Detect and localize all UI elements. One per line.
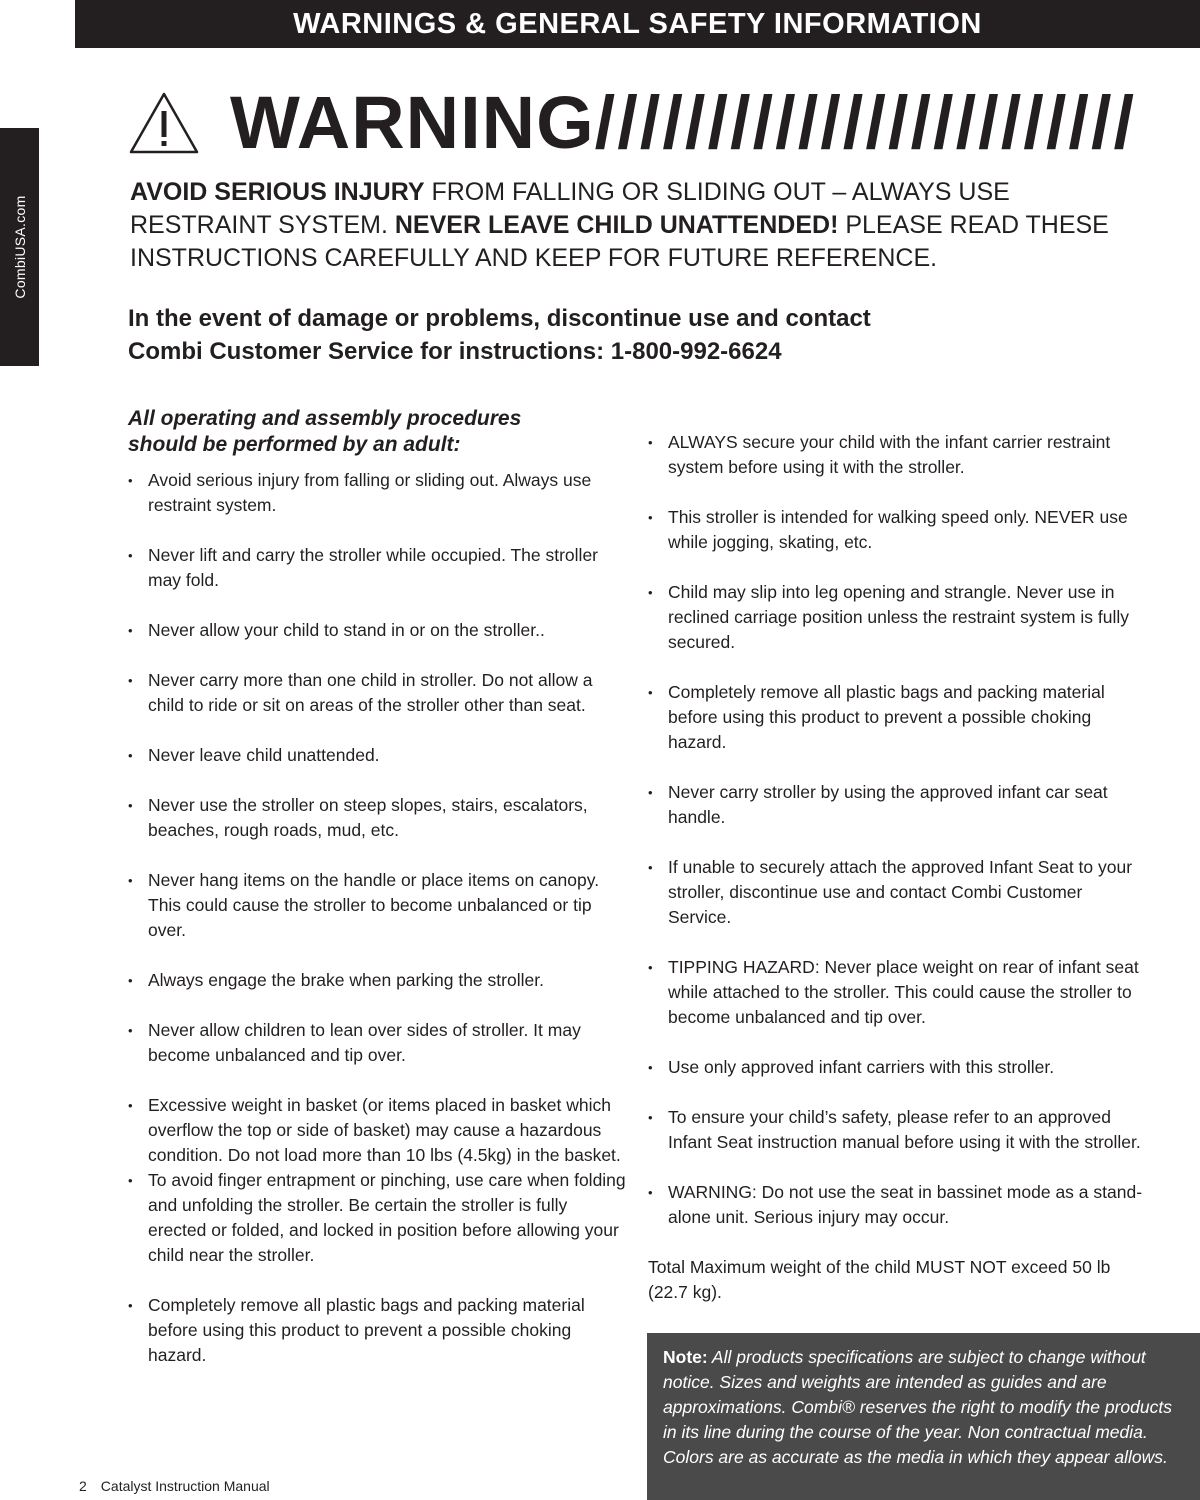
manual-title: Catalyst Instruction Manual — [100, 1478, 270, 1494]
intro-bold-1: AVOID SERIOUS INJURY — [130, 178, 425, 206]
intro-bold-2: NEVER LEAVE CHILD UNATTENDED! — [394, 211, 839, 239]
contact-notice — [128, 302, 1028, 368]
heading-line-1: All operating and assembly procedures — [128, 407, 522, 430]
side-tab-label: CombiUSA.com — [11, 195, 28, 299]
note-text: All products specifications are subject to change without notice. Sizes and weights are intended as guides and are approximations. Combi® reserves the right to modify the products in its line during the course of the year. Non contractual media. Colors are as accurate as the media in which they appear allows. — [663, 1347, 1172, 1467]
list-item: • Use only approved infant carriers with this stroller. — [648, 1055, 1148, 1080]
list-item: • Always engage the brake when parking the stroller. — [128, 968, 628, 993]
list-item: • Never allow children to lean over sides of stroller. It may become unbalanced and tip over. — [128, 1018, 628, 1068]
note-label: Note: — [663, 1347, 708, 1367]
list-item: • Never carry stroller by using the approved infant car seat handle. — [648, 780, 1148, 830]
list-item: • WARNING: Do not use the seat in bassinet mode as a stand-alone unit. Serious injury may occur. — [648, 1180, 1148, 1230]
list-item: • Child may slip into leg opening and strangle. Never use in reclined carriage position unless the restraint system is fully secured. — [648, 580, 1148, 655]
list-item: • Completely remove all plastic bags and packing material before using this product to prevent a possible choking hazard. — [648, 680, 1148, 755]
page-number: 2 — [79, 1478, 87, 1494]
max-weight-statement: Total Maximum weight of the child MUST NOT exceed 50 lb (22.7 kg). — [648, 1257, 1111, 1302]
intro-warning-text — [130, 176, 1130, 275]
list-item: • Avoid serious injury from falling or sliding out. Always use restraint system. — [128, 468, 628, 518]
right-column — [648, 430, 1148, 1305]
list-item: • To ensure your child’s safety, please refer to an approved Infant Seat instruction manual before using it with the stroller. — [648, 1105, 1148, 1155]
list-item: • If unable to securely attach the approved Infant Seat to your stroller, discontinue use and contact Combi Customer Service. — [648, 855, 1148, 930]
page-footer — [79, 1478, 270, 1494]
right-bullet-list — [648, 430, 1148, 1230]
side-tab — [0, 128, 39, 366]
warning-banner — [128, 78, 1168, 168]
intro-text-1: FROM FALLING OR SLIDING OUT – ALWAYS USE RESTRAINT SYSTEM. — [130, 178, 1010, 239]
list-item: • To avoid finger entrapment or pinching, use care when folding and unfolding the stroller. Be certain the stroller is fully erected or folded, and locked in position before allowing your child near the stroller. — [128, 1168, 628, 1268]
note-box — [647, 1333, 1200, 1500]
contact-line-1: In the event of damage or problems, discontinue use and contact — [128, 305, 871, 332]
left-column — [128, 406, 628, 1393]
section-header-title: WARNINGS & GENERAL SAFETY INFORMATION — [293, 7, 982, 40]
left-bullet-list — [128, 468, 628, 1368]
section-header — [75, 0, 1200, 48]
list-item: • This stroller is intended for walking speed only. NEVER use while jogging, skating, etc. — [648, 505, 1148, 555]
warning-slashes: //////////////////////// — [594, 81, 1137, 164]
list-item: • Completely remove all plastic bags and packing material before using this product to prevent a possible choking hazard. — [128, 1293, 628, 1368]
intro-text-2: PLEASE READ THESE INSTRUCTIONS CAREFULLY AND KEEP FOR FUTURE REFERENCE. — [130, 211, 1109, 272]
list-item: • Excessive weight in basket (or items placed in basket which overflow the top or side of basket) may cause a hazardous condition. Do not load more than 10 lbs (4.5kg) in the basket. — [128, 1093, 628, 1168]
heading-line-2: should be performed by an adult: — [128, 433, 461, 456]
warning-title: WARNING — [230, 81, 595, 164]
list-item: • Never use the stroller on steep slopes, stairs, escalators, beaches, rough roads, mud, etc. — [128, 793, 628, 843]
contact-line-2: Combi Customer Service for instructions: 1-800-992-6624 — [128, 338, 782, 365]
list-item: • Never carry more than one child in stroller. Do not allow a child to ride or sit on areas of the stroller other than seat. — [128, 668, 628, 718]
warning-triangle-icon — [128, 91, 200, 155]
list-item: • Never hang items on the handle or place items on canopy. This could cause the stroller to become unbalanced or tip over. — [128, 868, 628, 943]
list-item: • Never allow your child to stand in or on the stroller.. — [128, 618, 628, 643]
list-item: • Never lift and carry the stroller while occupied. The stroller may fold. — [128, 543, 628, 593]
adult-procedures-heading — [128, 406, 628, 458]
list-item: • ALWAYS secure your child with the infant carrier restraint system before using it with the stroller. — [648, 430, 1148, 480]
list-item: • TIPPING HAZARD: Never place weight on rear of infant seat while attached to the stroller. This could cause the stroller to become unbalanced and tip over. — [648, 955, 1148, 1030]
list-item: • Never leave child unattended. — [128, 743, 628, 768]
